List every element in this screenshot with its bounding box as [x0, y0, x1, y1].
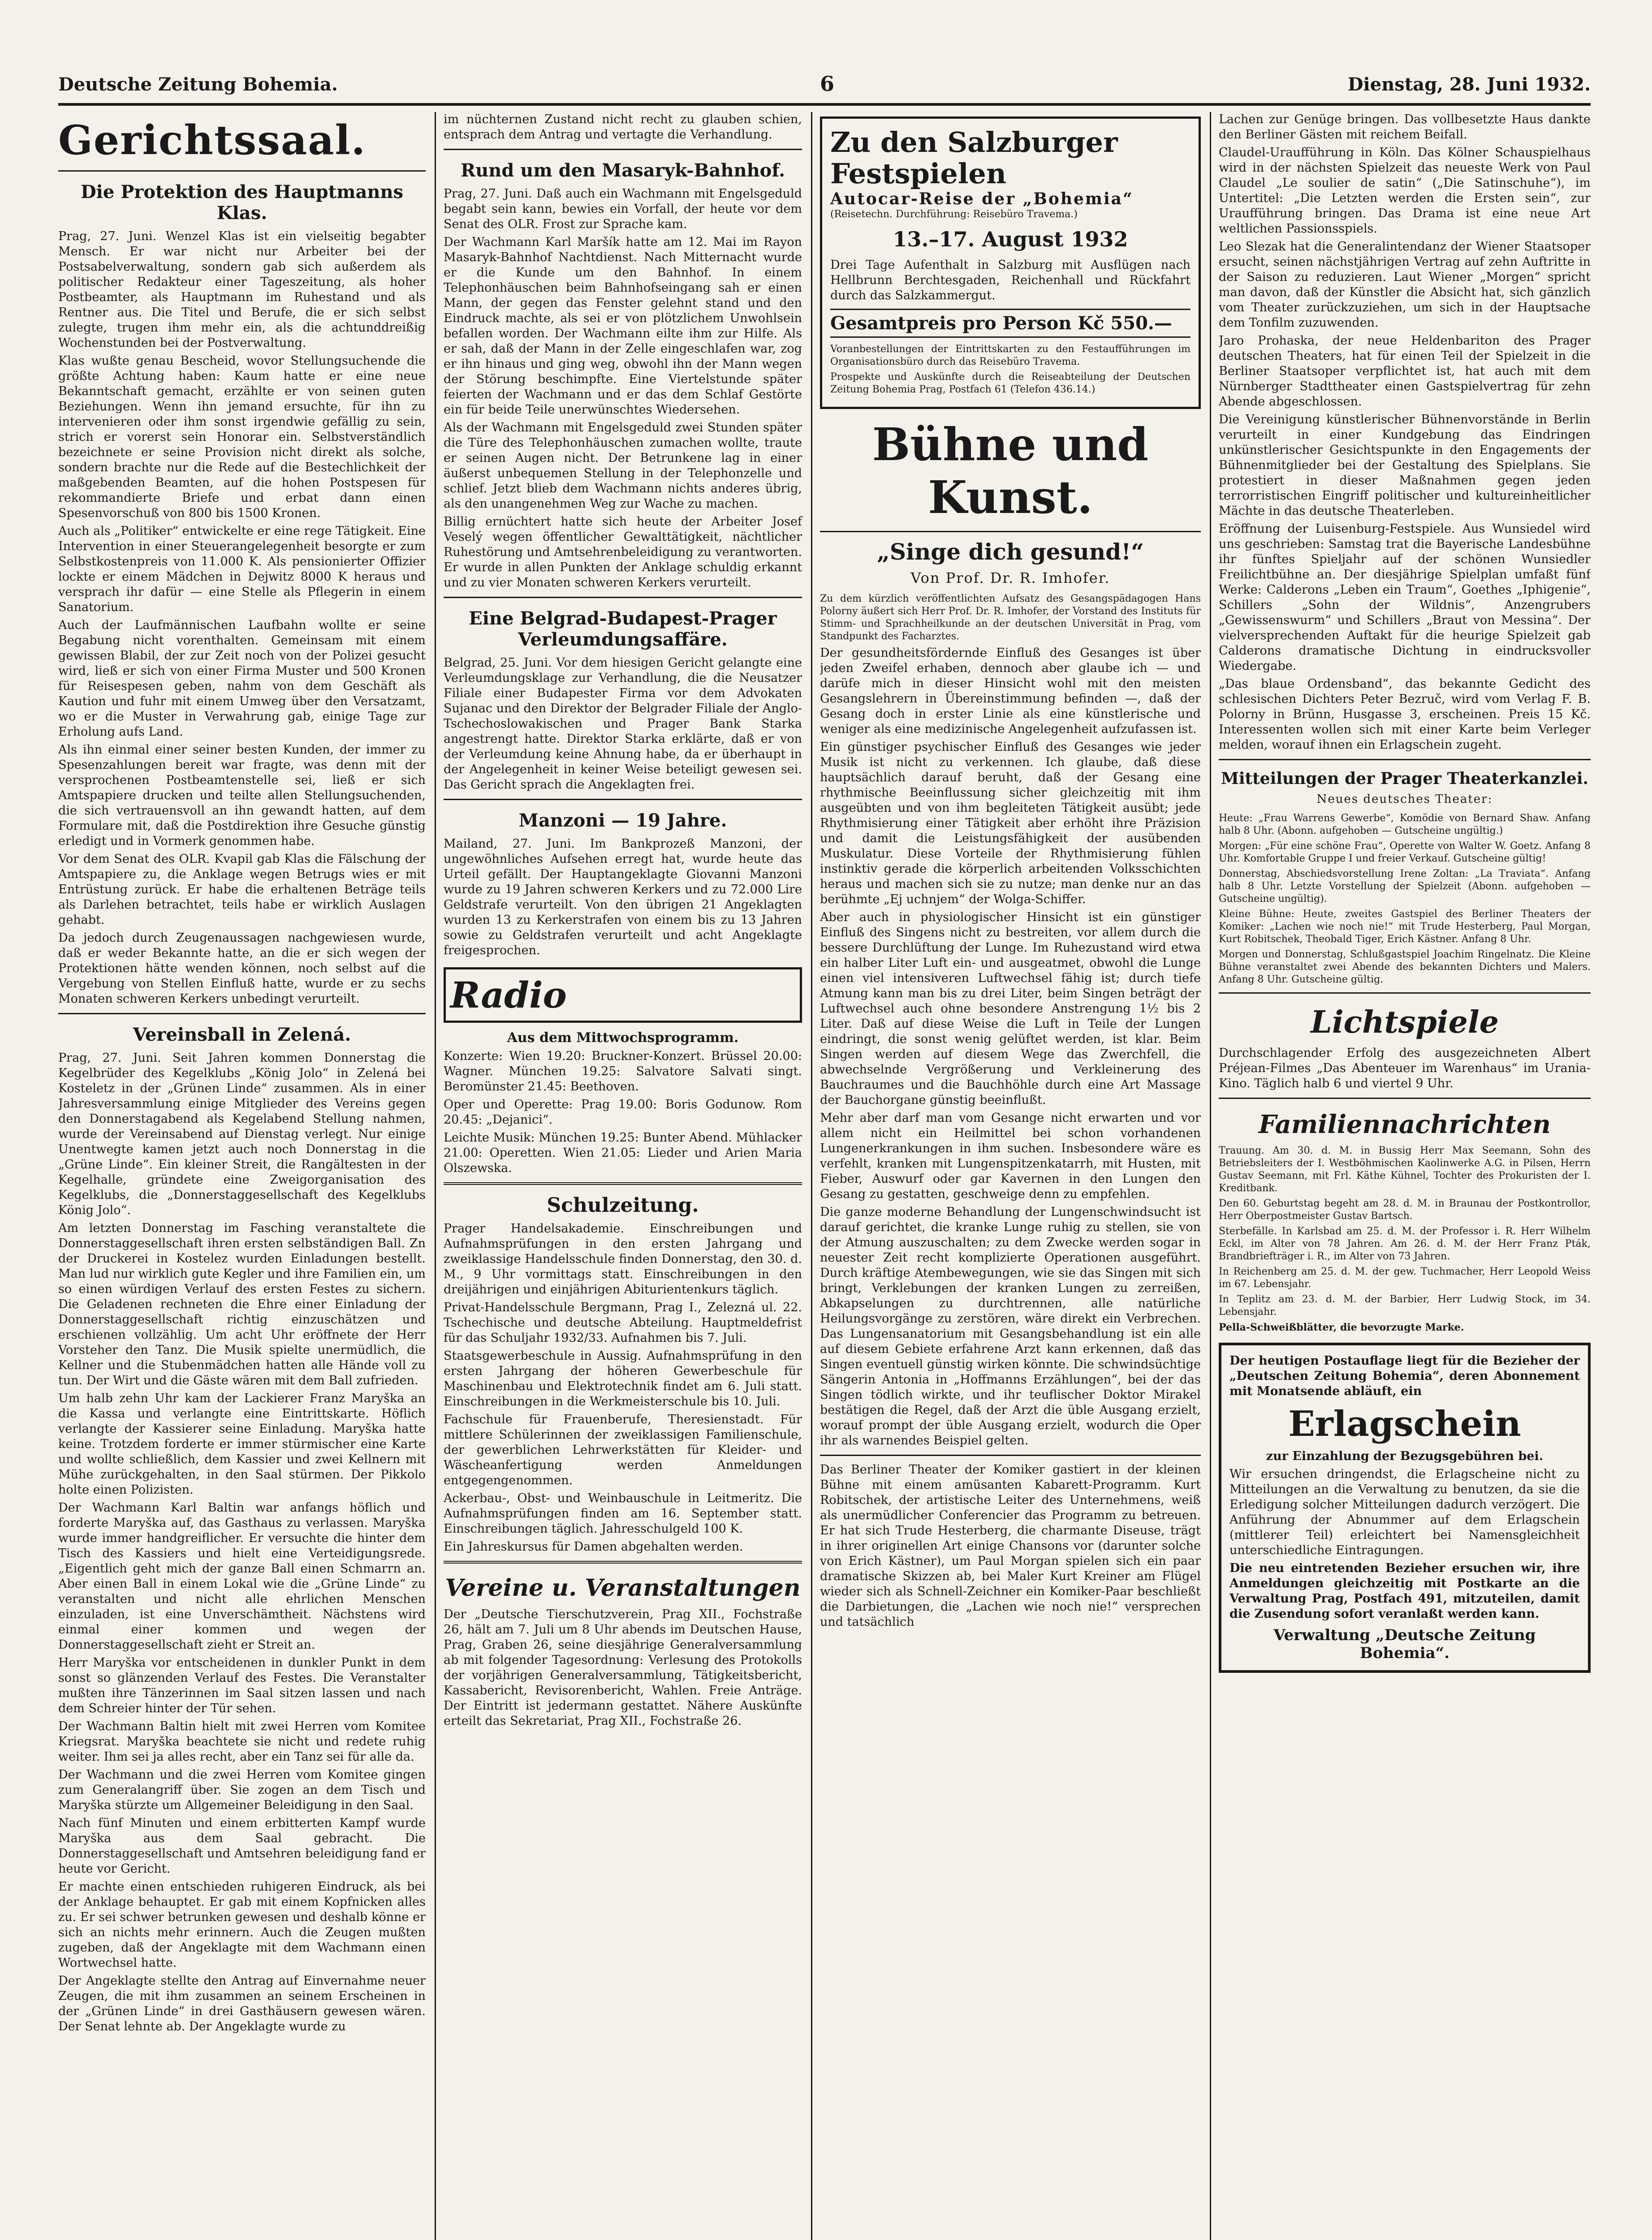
article-title: „Singe dich gesund!“ [877, 538, 1144, 565]
article-paragraph: Nach fünf Minuten und einem erbitterten Kampf wurde Maryška aus dem Saal gebracht. Die Donnerstaggesellschaft und Amtsehren beleidigung fand er heute vor Gericht. [58, 1816, 426, 1876]
divider [820, 531, 1201, 532]
article-paragraph: Der Wachmann Karl Baltin war anfangs höflich und forderte Maryška auf, das Gasthaus zu verlassen. Maryška wurde immer handgreiflicher. Er versuchte die hinter dem Tisch des Kassiers und hielt eine Verteidigungsrede. „Eigentlich geht mich der ganze Ball einen Schmarrn an. Aber einen Ball in einem Lokal wie die „Grüne Linde“ zu veranstalten und nicht alle ehrlichen Menschen einzuladen, ist eine Unverschämtheit. Nächstens wird einmal einer kommen und wegen der Donnerstaggesellschaft zieht er Streit an. [58, 1501, 426, 1652]
article-paragraph: Prag, 27. Juni. Seit Jahren kommen Donnerstag die Kegelbrüder des Kegelklubs „König Jolo“ in Zelená bei Kosteletz in der „Grünen Linde“ zusammen. Als in einer Jahresversammlung einige Mitglieder des Vereins gegen den Donnerstagabend als Kegelabend Stellung nahmen, wurde der Vereinsabend auf Dienstag verlegt. Nur einige Unentwegte kamen jetzt auch noch Donnerstag in die „Grüne Linde“. Ein kleiner Streit, die Rangältesten in der Kegelhalle, gründete eine Zweigorganisation des Kegelklubs, die „Donnerstaggesellschaft des Kegelklubs König Jolo“. [58, 1051, 426, 1217]
radio-paragraph: Oper und Operette: Prag 19.00: Boris Godunow. Rom 20.45: „Dejanici“. [444, 1098, 802, 1127]
article-paragraph: Der gesundheitsfördernde Einfluß des Gesanges ist über jeden Zweifel erhaben, dennoch aber glaube ich — und darüfe mich in dieser Hinsicht wohl mit den meisten Gesangslehrern in Übereinstimmung befinden —, daß der Gesang doch in erster Linie als eine künstlerische und weniger als eine medizinische Angelegenheit aufzufassen ist. [820, 646, 1201, 736]
column-1 [58, 112, 436, 2240]
article-paragraph: Der Wachmann Baltin hielt mit zwei Herren vom Komitee Kriegsrat. Maryška beachtete sie nicht und redete ruhig weiter. Ihm sei ja alles recht, aber ein Tanz sei für alle da. [58, 1719, 426, 1764]
theater-subtitle: Neues deutsches Theater: [1316, 793, 1493, 806]
family-notice: Sterbefälle. In Karlsbad am 25. d. M. der Professor i. R. Herr Wilhelm Eckl, im Alter von 78 Jahren. Am 26. d. M. der Herr Franz Pták, Brandbriefträger i. R., im Alter von 73 Jahren. [1219, 1226, 1591, 1262]
theater-notice: Morgen: „Für eine schöne Frau“, Operette von Walter W. Goetz. Anfang 8 Uhr. Komfortable Gruppe I und freier Verkauf. Gutscheine gültig! [1219, 840, 1591, 864]
article-paragraph: Als der Wachmann mit Engelsgeduld zwei Stunden später die Türe des Telephonhäuschen zumachen wollte, traute er seinen Augen nicht. Der Betrunkene lag in einer äußerst unbequemen Stellung in der Telephonzelle und schlief. Jetzt blieb dem Wachmann nichts anderes übrig, als den unangenehmen Weg zur Wache zu machen. [444, 421, 802, 511]
notice-body: Die neu eintretenden Bezieher ersuchen wir, ihre Anmeldungen gleichzeitig mit Postkarte an die Verwaltung Prag, Postfach 491, mitzuteilen, damit die Zusendung sofort veranlaßt werden kann. [1229, 1561, 1580, 1621]
news-paragraph: Jaro Prohaska, der neue Heldenbariton des Prager deutschen Theaters, hat für einen Teil der Spielzeit in die Berliner Staatsoper verpflichtet ist, hat auch mit dem Nürnberger Stadttheater einen Gastspielvertrag für zehn Abende abgeschlossen. [1219, 334, 1591, 409]
ad-price: Gesamtpreis pro Person Kč 550.— [830, 309, 1190, 338]
newspaper-page [58, 67, 1591, 2240]
film-title: Lichtspiele [1311, 1004, 1499, 1040]
article-paragraph: Auch der Laufmännischen Laufbahn wollte er seine Begabung nicht vorenthalten. Gemeinsam mit einem gewissen Blabil, der zur Zeit noch von der Polizei gesucht wird, ließ er sich von einer Firma Muster und 500 Kronen für Reisespesen geben, nahm von dem Geschäft als Kaution und fuhr mit einem Umweg über den Versatzamt, wo er die Muster in Verwahrung gab, einige Tage zur Erholung aufs Land. [58, 618, 426, 739]
divider [1219, 759, 1591, 760]
news-paragraph: Eröffnung der Luisenburg-Festspiele. Aus Wunsiedel wird uns geschrieben: Samstag trat die Bayerische Landesbühne ihr fünftes Spieljahr auf der schönen Wunsiedler Freilichtbühne an. Der diesjährige Spielplan umfaßt fünf Werke: Calderons „Leben ein Traum“, Goethes „Iphigenie“, Schillers „Sohn der Wildnis“, Anzengrubers „Gewissenswurm“ und Schillers „Braut von Messina“. Der vielversprechenden Auftakt für die heurige Spielzeit gab Calderons dramatische Dichtung in eindrucksvoller Wiedergabe. [1219, 522, 1591, 673]
article-paragraph: Die ganze moderne Behandlung der Lungenschwindsucht ist darauf gerichtet, die kranke Lunge ruhig zu stellen, sie von der Atmung auszuschalten; zu dem Zwecke werden sogar in neuester Zeit recht komplizierte Operationen ausgeführt. Durch kräftige Atembewegungen, wie sie das Singen mit sich bringt, Verklebungen der kranken Lungen zu zerreißen, Abkapselungen zu durchtrennen, alle natürliche Heilungsvorgänge zu zerstören, wäre direkt ein Verbrechen. Das Lungensanatorium mit Gesangsbehandlung ist ein alle auf diesem Gebiete erfahrene Arzt kann erkennen, daß das Singen eventuell günstig wirken könnte. Die schwindsüchtige Sängerin Antonia in „Hoffmanns Erzählungen“, bei der das Singen tödlich wirkte, und ihr teuflischer Doktor Mirakel bestätigen die Regel, daß der Arzt die üble Ausgang erzielt, worauf prompt der üble Ausgang erzielt, wodurch die Oper ihr als warnendes Beispiel gelten. [820, 1205, 1201, 1447]
article-paragraph: Aber auch in physiologischer Hinsicht ist ein günstiger Einfluß des Singens nicht zu bestreiten, vor allem durch die bessere Durchlüftung der Lunge. Im Ruhezustand wird etwa ein halber Liter Luft ein- und ausgeatmet, obwohl die Lunge einen viel intensiveren Luftwechsel fähig ist; durch tiefe Atmung kann man bis zu drei Liter, beim Singen beträgt der Luftwechsel auch ohne besondere Anstrengung 1½ bis 2 Liter. Daß auf diese Weise die Luft in Teile der Lungen eindringt, die sonst wenig gelüftet werden, ist klar. Beim Singen werden auf diesem Wege das Zwerchfell, die abwechselnde Vergrößerung und Verkleinerung des Bauchraumes und die Bauchhöhle durch eine Art Massage der Bauchorgane günstig beeinflußt. [820, 910, 1201, 1107]
column-3 [820, 112, 1211, 2240]
radio-title: Radio [450, 974, 567, 1016]
notice-signature: Verwaltung „Deutsche Zeitung Bohemia“. [1273, 1626, 1536, 1662]
article-title: Eine Belgrad-Budapest-Prager Verleumdungsaffäre. [469, 608, 777, 650]
notice-top: Der heutigen Postauflage liegt für die Bezieher der „Deutschen Zeitung Bohemia“, deren Abonnement mit Monatsende abläuft, ein [1229, 1354, 1580, 1398]
divider [820, 1455, 1201, 1456]
theater-title: Mitteilungen der Prager Theaterkanzlei. [1221, 769, 1589, 788]
ad-fineprint: Voranbestellungen der Eintrittskarten zu den Festaufführungen im Organisationsbüro durch das Reisebüro Travema. [830, 344, 1190, 367]
family-notice: In Teplitz am 23. d. M. der Barbier, Herr Ludwig Stock, im 34. Lebensjahr. [1219, 1294, 1591, 1318]
family-title: Familiennachrichten [1258, 1110, 1551, 1139]
radio-paragraph: Konzerte: Wien 19.20: Bruckner-Konzert. Brüssel 20.00: Wagner. München 19.25: Salvatore Salvati singt. Beromünster 21.45: Beethoven. [444, 1049, 802, 1094]
payment-slip-notice [1219, 1343, 1591, 1673]
theater-notice: Morgen und Donnerstag, Schlußgastspiel Joachim Ringelnatz. Die Kleine Bühne veranstaltet zwei Abende des bekannten Dichters und Malers. Anfang 8 Uhr. Gutscheine gültig. [1219, 949, 1591, 985]
school-title: Schulzeitung. [547, 1194, 699, 1217]
article-paragraph: Prag, 27. Juni. Wenzel Klas ist ein vielseitig begabter Mensch. Er war nicht nur Arbeiter bei der Postsabelverwaltung, sondern gab sich außerdem als politischer Redakteur einer Tageszeitung, als hoher Postbeamter, als Hauptmann im Ruhestand und als Rentner aus. Die Titel und Berufe, die er sich selbst zulegte, trugen ihm mehr ein, als die achtunddreißig Wochenstunden bei der Postverwaltung. [58, 229, 426, 350]
divider [58, 170, 426, 172]
article-paragraph: Prag, 27. Juni. Daß auch ein Wachmann mit Engelsgeduld begabt sein kann, bewies ein Vorfall, der heute vor dem Senat des OLR. Frost zur Sprache kam. [444, 187, 802, 231]
article-paragraph: Der Wachmann und die zwei Herren vom Komitee gingen zum Generalangriff über. Sie zogen an dem Tisch und Maryška stürzte um Allgemeiner Beleidigung in den Saal. [58, 1768, 426, 1812]
article-paragraph: Mailand, 27. Juni. Im Bankprozeß Manzoni, der ungewöhnliches Aufsehen erregt hat, wurde heute das Urteil gefällt. Der Hauptangeklagte Giovanni Manzoni wurde zu 19 Jahren schweren Kerkers und zu 72.000 Lire Geldstrafe verurteilt. Von den übrigen 21 Angeklagten wurden 13 zu Kerkerstrafen von einem bis zu 13 Jahren sowie zu Geldstrafen verurteilt und acht Angeklagte freigesprochen. [444, 837, 802, 957]
news-paragraph: Die Vereinigung künstlerischer Bühnenvorstände in Berlin verurteilt in einer Kundgebung das Eindringen unkünstlerischer Gesichtspunkte in den Engagements der Bühnenmitglieder bei der Gestaltung des Spielplans. Sie protestiert in dieser Maßnahmen gegen jeden terrorristischen Eingriff politischer und kultureinheitlicher Mächte in das deutsche Theaterleben. [1219, 413, 1591, 518]
column-2 [444, 112, 812, 2240]
article-paragraph: Da jedoch durch Zeugenaussagen nachgewiesen wurde, daß er weder Bekannte hatte, an die er sich wegen der Protektionen hätte wenden können, noch selbst auf die Vergebung von Stellen Einfluß hatte, wurde er zu sechs Monaten schweren Kerkers unbedingt verurteilt. [58, 931, 426, 1006]
divider [444, 597, 802, 598]
article-paragraph: Am letzten Donnerstag im Fasching veranstaltete die Donnerstaggesellschaft ihren ersten selbständigen Ball. Zn der Druckerei in Kostelez wurden Einladungen bestellt. Man lud nur wirklich gute Kegler und ihre Familien ein, um so einen würdigen Verlauf des ersten Festes zu sichern. Die Geladenen rechneten die Ehre einer Einladung der Donnerstaggesellschaft richtig einzuschätzen und erschienen vollzählig. Um acht Uhr eröffnete der Herr Vorsteher den Tanz. Die Musik spielte unermüdlich, die Kellner und die Stubenmädchen hatten alle Hände voll zu tun. Der Wirt und die Gäste wären mit dem Ball zufrieden. [58, 1221, 426, 1387]
divider [444, 799, 802, 800]
divider [58, 1013, 426, 1014]
salzburg-ad [820, 116, 1201, 409]
family-notice: Trauung. Am 30. d. M. in Bussig Herr Max Seemann, Sohn des Betriebsleiters der I. Westböhmischen Kaolinwerke A.G. in Pilsen, Herrn Gustav Seemann, mit Frl. Käthe Kühnel, Tochter des Prokuristen der I. Kreditbank. [1219, 1145, 1591, 1194]
article-paragraph: im nüchternen Zustand nicht recht zu glauben schien, entsprach dem Antrag und vertagte die Verhandlung. [444, 112, 802, 142]
article-paragraph: Er machte einen entschieden ruhigeren Eindruck, als bei der Anklage behauptet. Er gab mit einem Kopfnicken alles zu. Er sei schwer betrunken gewesen und deshalb könne er sich an nichts mehr erinnern. Auch die Zeugen mußten zugeben, daß der Angeklagte mit dem Wachmann einen Wortwechsel hatte. [58, 1880, 426, 1970]
ad-fineprint: Prospekte und Auskünfte durch die Reiseabteilung der Deutschen Zeitung Bohemia Prag, Postfach 61 (Telefon 436.14.) [830, 371, 1190, 395]
issue-date: Dienstag, 28. Juni 1932. [1347, 74, 1591, 95]
theater-notice: Kleine Bühne: Heute, zweites Gastspiel des Berliner Theaters der Komiker: „Lachen wie noch nie!“ mit Trude Hesterberg, Paul Morgan, Kurt Robitschek, Theobald Tiger, Erich Kästner. Anfang 8 Uhr. [1219, 909, 1591, 945]
divider [444, 1561, 802, 1564]
theater-notice: Heute: „Frau Warrens Gewerbe“, Komödie von Bernard Shaw. Anfang halb 8 Uhr. (Abonn. aufgehoben — Gutscheine ungültig.) [1219, 813, 1591, 836]
news-paragraph: Leo Slezak hat die Generalintendanz der Wiener Staatsoper ersucht, seinen nächstjährigen Vertrag auf zehn Auftritte in der Saison zu reduzieren. Laut Wiener „Morgen“ spricht man davon, daß der Künstler die Absicht hat, sich gänzlich vom Theater zurückzuziehen, um sich in der Hauptsache dem Tonfilm zuzuwenden. [1219, 240, 1591, 330]
ad-dates: 13.–17. August 1932 [893, 227, 1128, 251]
film-paragraph: Durchschlagender Erfolg des ausgezeichneten Albert Préjean-Filmes „Das Abenteuer im Warenhaus“ im Urania-Kino. Täglich halb 6 und viertel 9 Uhr. [1219, 1046, 1591, 1090]
soap-ad: Pella-Schweißblätter, die bevorzugte Marke. [1219, 1322, 1464, 1333]
events-paragraph: Der „Deutsche Tierschutzverein, Prag XII., Fochstraße 26, hält am 7. Juli um 8 Uhr abends im Deutschen Hause, Prag, Graben 26, seine diesjährige Generalversammlung ab mit folgender Tagesordnung: Verlesung des Protokolls der vorjährigen Generalversammlung, Tätigkeitsbericht, Kassabericht, Revisorenbericht, Wahlen. Freie Anträge. Der Eintritt ist jedermann gestattet. Nähere Auskünfte erteilt das Sekretariat, Prag XII., Fochstraße 26. [444, 1607, 802, 1728]
radio-header-box [444, 967, 802, 1023]
article-title: Die Protektion des Hauptmanns Klas. [80, 181, 404, 224]
events-title: Vereine u. Veranstaltungen [445, 1574, 801, 1602]
article-title: Vereinsball in Zelená. [133, 1024, 351, 1045]
divider [1219, 1098, 1591, 1099]
article-title: Rund um den Masaryk-Bahnhof. [460, 160, 785, 181]
article-paragraph: Auch als „Politiker“ entwickelte er eine rege Tätigkeit. Eine Intervention in einer Steuerangelegenheit besorgte er zum Selbstkostenpreis von 11.000 K. Als pensionierter Offizier lockte er einem Mädchen in Dejwitz 8000 K heraus und versprach ihr dafür — eine Stelle als Pflegerin in einem Sanatorium. [58, 524, 426, 614]
section-title-court: Gerichtssaal. [58, 116, 367, 164]
ad-note: (Reisetechn. Durchführung: Reisebüro Travema.) [830, 209, 1078, 220]
radio-paragraph: Leichte Musik: München 19.25: Bunter Abend. Mühlacker 21.00: Operetten. Wien 21.05: Lieder und Arien Maria Olszewska. [444, 1131, 802, 1175]
school-paragraph: Prager Handelsakademie. Einschreibungen und Aufnahmsprüfungen in den ersten Jahrgang und zweiklassige Handelsschule finden Donnerstag, den 30. d. M., 9 Uhr vormittags statt. Einschreibungen in den dreijährigen und einjährigen Abiturientenkurs täglich. [444, 1222, 802, 1297]
news-paragraph: Claudel-Uraufführung in Köln. Das Kölner Schauspielhaus wird in der nächsten Spielzeit das neueste Werk von Paul Claudel „Le soulier de satin“ („Die Satinschuhe“), im Untertitel: „Die Letzten werden die Ersten sein“, zur Uraufführung bringen. Das Drama ist eine neue Art weltlichen Passionsspiels. [1219, 146, 1591, 236]
school-paragraph: Ein Jahreskursus für Damen abgehalten werden. [444, 1540, 743, 1554]
ad-subtitle: Autocar-Reise der „Bohemia“ [830, 190, 1134, 208]
article-paragraph: Als ihn einmal einer seiner besten Kunden, der immer zu Spesenzahlungen bereit war fragte, was denn mit der versprochenen Postbeamtenstelle sei, ließ er sich Amtspapiere drucken und teilte allen Stellungsuchenden, die sich vertrauensvoll an ihn gewandt hatten, auf dem Formulare mit, daß die Postdirektion ihre Gesuche günstig erledigt und in Vormerk genommen habe. [58, 743, 426, 848]
article-paragraph: Mehr aber darf man vom Gesange nicht erwarten und vor allem nicht ein Heilmittel bei schon vorhandenen Lungenerkrankungen in ihm suchen. Insbesondere wäre es verfehlt, kranken mit Lungenspitzenkatarrh, mit Husten, mit Fieber, Auswurf oder gar Kavernen in den Lungen den Gesang zu gestatten, geschweige denn zu empfehlen. [820, 1111, 1201, 1201]
theater-paragraph: Das Berliner Theater der Komiker gastiert in der kleinen Bühne mit einem amüsanten Kabarett-Programm. Kurt Robitschek, der artistische Leiter des Unternehmens, weiß als unermüdlicher Conferencier das Programm zu betreuen. Er hat sich Trude Hesterberg, die charmante Diseuse, trägt in ihrer originellen Art einige Chansons vor (darunter solche von Erich Kästner), um Paul Morgan spielen sich ein paar dramatische Skizzen ab, bei Maler Kurt Kreiner am Flügel wieder sich als Schnell-Zeichner ein Komiker-Paar beschließt die Darbietungen, die „Lachen wie noch nie!“ versprechen und tatsächlich [820, 1463, 1201, 1629]
article-intro: Zu dem kürzlich veröffentlichten Aufsatz des Gesangspädagogen Hans Polorny äußert sich Herr Prof. Dr. R. Imhofer, der Vorstand des Instituts für Stimm- und Sprachheilkunde an der deutschen Universität in Prag, vom Standpunkt des Facharztes. [820, 593, 1201, 642]
family-notice: Den 60. Geburtstag begeht am 28. d. M. in Braunau der Postkontrollor, Herr Oberpostmeister Gustav Bartsch. [1219, 1198, 1591, 1222]
article-paragraph: Herr Maryška vor entscheidenen in dunkler Punkt in dem sonst so glänzenden Verlauf des Festes. Die Veranstalter mußten ihre Tänzerinnen im Saal sitzen lassen und nach dem Schreier hinter der Tür sehen. [58, 1656, 426, 1715]
article-paragraph: Vor dem Senat des OLR. Kvapil gab Klas die Fälschung der Amtspapiere zu, die Anklage wegen Betrugs wies er mit Entrüstung zurück. Er habe die erhaltenen Beträge teils als Darlehen betrachtet, teils habe er wirklich Auslagen gehabt. [58, 852, 426, 927]
article-paragraph: Der Wachmann Karl Maršík hatte am 12. Mai im Rayon Masaryk-Bahnhof Nachtdienst. Nach Mitternacht wurde er die Kunde um den Bahnhof. In einem Telephonhäuschen beim Bahnhofseingang sah er einen Mann, der gegen das Fenster gelehnt stand und den Eindruck machte, als sei er von plötzlichem Unwohlsein befallen worden. Der Wachmann eilte ihm zur Hilfe. Als er sah, daß der Mann in der Zelle eingeschlafen war, zog er ihn hinaus und ging weg, obwohl ihn der Mann wegen der Störung beschimpfte. Eine Viertelstunde später feierten der Wachmann und er das dem Schlaf Gestörte ein für beide Teile unerwünschtes Wiedersehen. [444, 235, 802, 417]
article-paragraph: Um halb zehn Uhr kam der Lackierer Franz Maryška an die Kassa und verlangte eine Eintrittskarte. Höflich verlangte der Kassierer seine Einladung. Maryška hatte keine. Trotzdem forderte er immer stürmischer eine Karte und wollte schließlich, dem Kassier und zwei Kellnern mit Mühe zurückgehalten, in den Saal stürmen. Der Pikkolo holte einen Polizisten. [58, 1391, 426, 1497]
ad-title: Zu den Salzburger Festspielen [830, 126, 1118, 190]
article-title: Manzoni — 19 Jahre. [518, 810, 727, 831]
divider [1219, 992, 1591, 994]
divider [444, 149, 802, 150]
school-paragraph: Staatsgewerbeschule in Aussig. Aufnahmsprüfung in den ersten Jahrgang der höheren Gewerbeschule für Maschinenbau und Elektrotechnik findet am 6. Juli statt. Einschreibungen in die Werkmeisterschule bis 10. Juli. [444, 1349, 802, 1409]
family-notice: In Reichenberg am 25. d. M. der gew. Tuchmacher, Herr Leopold Weiss im 67. Lebensjahr. [1219, 1266, 1591, 1290]
paper-name: Deutsche Zeitung Bohemia. [58, 74, 338, 95]
school-paragraph: Fachschule für Frauenberufe, Theresienstadt. Für mittlere Schülerinnen der zweiklassigen Familienschule, der gewerblichen Lehrwerkstätten für Kleider- und Wäscheanfertigung werden Anmeldungen entgegengenommen. [444, 1413, 802, 1487]
notice-body: Wir ersuchen dringendst, die Erlagscheine nicht zu Mitteilungen an die Verwaltung zu benutzen, da sie die Erledigung solcher Mitteilungen dadurch verzögert. Die Anführung der Abnummer auf dem Erlagschein (mittlerer Teil) erleichtert bei Namensgleichheit unterschiedliche Eintragungen. [1229, 1467, 1580, 1557]
column-4 [1219, 112, 1591, 2240]
article-paragraph: Ein günstiger psychischer Einfluß des Gesanges wie jeder Musik ist nicht zu verkennen. Ich glaube, daß diese hauptsächlich darauf beruht, daß der Gesang eine rhythmische Beeinflussung sicher gleichzeitig mit ihm ausgeübten und von ihm begleiteten Tätigkeit ausübt; jede Rhythmisierung einer Tätigkeit aber erhöht ihre Präzision und damit die Leistungsfähigkeit der ausübenden Muskulatur. Diese Vorteile der Rhythmisierung fühlen instinktiv gerade die körperlich arbeitenden Volksschichten heraus und machen sich sie zu nutze; man denke nur an das berühmte „Ej uchnjem“ der Wolga-Schiffer. [820, 740, 1201, 906]
ad-body: Drei Tage Aufenthalt in Salzburg mit Ausflügen nach Hellbrunn Berchtesgaden, Reichenhall und Rückfahrt durch das Salzkammergut. [830, 258, 1190, 302]
article-author: Von Prof. Dr. R. Imhofer. [910, 569, 1110, 586]
article-paragraph: Lachen zur Genüge bringen. Das vollbesetzte Haus dankte den Berliner Gästen mit reichem Beifall. [1219, 112, 1591, 142]
article-paragraph: Belgrad, 25. Juni. Vor dem hiesigen Gericht gelangte eine Verleumdungsklage zur Verhandlung, die die Neusatzer Filiale einer Budapester Firma vor dem Advokaten Sujanac und den Direktor der Belgrader Filiale der Anglo-Tschechoslowakischen und Prager Bank Starka angestrengt hatte. Direktor Starka erklärte, daß er von der Verleumdung keine Ahnung habe, da er überhaupt in der Angelegenheit in keiner Weise beteiligt gewesen sei. Das Gericht sprach die Angeklagten frei. [444, 656, 802, 792]
divider [444, 1182, 802, 1185]
notice-title: Erlagschein [1288, 1404, 1521, 1444]
news-paragraph: „Das blaue Ordensband“, das bekannte Gedicht des schlesischen Dichters Peter Bezruč, wird vom Verlag F. B. Polorny in Brünn, Husgasse 3, erscheinen. Preis 15 Kč. Interessenten wollen sich mit einer Karte beim Verleger melden, worauf ihnen ein Erlagschein zugeht. [1219, 677, 1591, 752]
page-number: 6 [820, 72, 835, 96]
theater-notice: Donnerstag, Abschiedsvorstellung Irene Zoltan: „La Traviata“. Anfang halb 8 Uhr. Letzte Vorstellung der Spielzeit (Abonn. aufgehoben — Gutscheine ungültig). [1219, 868, 1591, 905]
article-paragraph: Klas wußte genau Bescheid, wovor Stellungsuchende die größte Achtung haben: Kaum hatte er eine neue Bekanntschaft gemacht, erzählte er von seinen guten Beziehungen. Wenn ihn jemand ersuchte, für ihn zu intervenieren oder ihm sonst irgendwie gefällig zu sein, strich er vorerst sein Honorar ein. Selbstverständlich bezeichnete er seine Provision nicht direkt als solche, sondern brachte nur die Rede auf die Bestechlichkeit der maßgebenden Beamten, auf die hohen Postspesen für rekommandierte Briefe und erbat dann einen Spesenvorschuß von 800 bis 1500 Kronen. [58, 354, 426, 520]
masthead [58, 67, 1591, 106]
article-paragraph: Der Angeklagte stellte den Antrag auf Einvernahme neuer Zeugen, die mit ihm zusammen an seinem Erscheinen in der „Grünen Linde“ in drei Gasthäusern gewesen wären. Der Senat lehnte ab. Der Angeklagte wurde zu [58, 1974, 426, 2033]
article-paragraph: Billig ernüchtert hatte sich heute der Arbeiter Josef Veselý wegen öffentlicher Gewalttätigkeit, nächtlicher Ruhestörung und Amtsehrenbeleidigung zu verantworten. Er wurde in allen Punkten der Anklage schuldig erkannt und zu vier Monaten schweren Kerkers verurteilt. [444, 515, 802, 590]
school-paragraph: Ackerbau-, Obst- und Weinbauschule in Leitmeritz. Die Aufnahmsprüfungen finden am 16. September statt. Einschreibungen täglich. Jahresschulgeld 100 K. [444, 1491, 802, 1536]
notice-line: zur Einzahlung der Bezugsgebühren bei. [1266, 1449, 1544, 1463]
radio-subtitle: Aus dem Mittwochsprogramm. [507, 1030, 739, 1046]
section-title-stage: Bühne und Kunst. [872, 418, 1149, 524]
school-paragraph: Privat-Handelsschule Bergmann, Prag I., Zelezná ul. 22. Tschechische und deutsche Abteilung. Hauptmeldefrist für das Schuljahr 1932/33. Aufnahmen bis 7. Juli. [444, 1301, 802, 1345]
